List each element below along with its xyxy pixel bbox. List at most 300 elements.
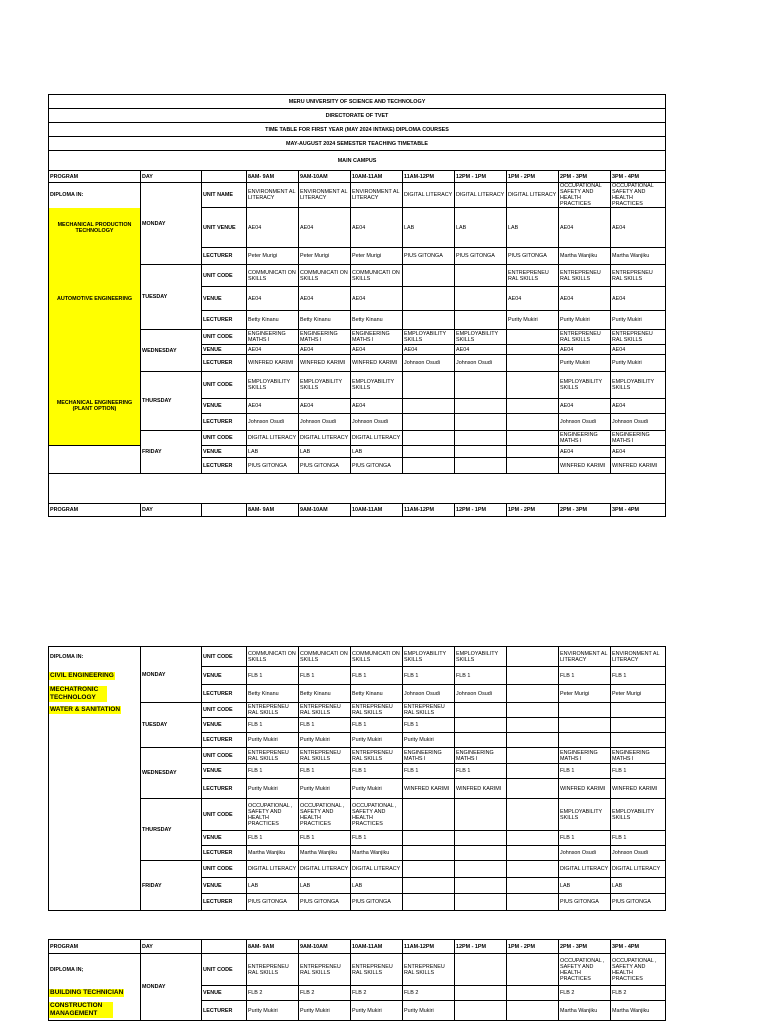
program-band bbox=[49, 414, 141, 431]
timetable-cell: PIUS GITONGA bbox=[351, 458, 403, 474]
slot-header: 8AM- 9AM bbox=[247, 504, 299, 517]
program-list bbox=[49, 685, 141, 703]
timetable-cell bbox=[507, 878, 559, 894]
timetable-cell: AE04 bbox=[299, 287, 351, 311]
timetable-cell bbox=[403, 846, 455, 861]
row-label: UNIT CODE bbox=[202, 799, 247, 831]
timetable-cell: Martha Wanjiku bbox=[611, 248, 666, 265]
timetable-cell: AE04 bbox=[559, 208, 611, 248]
timetable-cell: Betty Kinanu bbox=[247, 685, 299, 703]
diploma-title: DIPLOMA IN: bbox=[49, 183, 141, 208]
timetable-cell: OCCUPATIONAL , SAFETY AND HEALTH PRACTICES bbox=[351, 799, 403, 831]
slot-header: 9AM-10AM bbox=[299, 940, 351, 954]
timetable-cell: Betty Kinanu bbox=[299, 311, 351, 330]
timetable-cell bbox=[611, 733, 666, 748]
timetable-cell bbox=[455, 372, 507, 399]
timetable-cell: Johnson Osudi bbox=[611, 846, 666, 861]
timetable-cell: Purity Mukiri bbox=[559, 311, 611, 330]
program-name: CONSTRUCTION MANAGEMENT bbox=[49, 1002, 113, 1018]
timetable-cell bbox=[455, 861, 507, 878]
row-label: UNIT CODE bbox=[202, 703, 247, 718]
row-label: VENUE bbox=[202, 399, 247, 414]
timetable-cell bbox=[507, 846, 559, 861]
timetable-cell: ENTREPRENEU RAL SKILLS bbox=[247, 954, 299, 986]
timetable-cell: ENVIRONMENT AL LITERACY bbox=[299, 183, 351, 208]
timetable-cell: AE04 bbox=[299, 399, 351, 414]
timetable-cell: COMMUNICATI ON SKILLS bbox=[247, 647, 299, 667]
timetable-cell bbox=[507, 779, 559, 799]
program-name: BUILDING TECHNICIAN bbox=[50, 989, 124, 996]
timetable-cell bbox=[507, 718, 559, 733]
row-label: UNIT CODE bbox=[202, 748, 247, 764]
timetable-cell: ENTREPRENEU RAL SKILLS bbox=[611, 330, 666, 345]
timetable-cell: ENTREPRENEU RAL SKILLS bbox=[507, 265, 559, 287]
day-tuesday: TUESDAY bbox=[141, 703, 202, 748]
timetable-cell: EMPLOYABILITY SKILLS bbox=[559, 372, 611, 399]
timetable-cell: EMPLOYABILITY SKILLS bbox=[455, 647, 507, 667]
slot-header: 12PM - 1PM bbox=[455, 940, 507, 954]
timetable-cell: AE04 bbox=[351, 345, 403, 355]
program-band bbox=[49, 846, 141, 861]
timetable-cell: FLB 1 bbox=[455, 764, 507, 779]
timetable-cell bbox=[403, 414, 455, 431]
program-band bbox=[49, 431, 141, 446]
timetable-cell: Purity Mukiri bbox=[351, 733, 403, 748]
slot-header: 9AM-10AM bbox=[299, 171, 351, 183]
timetable-cell: Johnson Osudi bbox=[299, 414, 351, 431]
slot-header: 2PM - 3PM bbox=[559, 171, 611, 183]
timetable-cell: AE04 bbox=[299, 208, 351, 248]
timetable-cell bbox=[455, 399, 507, 414]
day-tuesday: TUESDAY bbox=[141, 265, 202, 330]
timetable-cell: FLB 1 bbox=[559, 667, 611, 685]
row-label: VENUE bbox=[202, 878, 247, 894]
timetable-cell: LAB bbox=[455, 208, 507, 248]
timetable-cell bbox=[507, 345, 559, 355]
timetable-cell: ENTREPRENEU RAL SKILLS bbox=[351, 748, 403, 764]
slot-header: 8AM- 9AM bbox=[247, 940, 299, 954]
timetable-cell: AE04 bbox=[247, 399, 299, 414]
timetable-cell: FLB 1 bbox=[611, 831, 666, 846]
timetable-cell bbox=[455, 799, 507, 831]
timetable-cell: FLB 1 bbox=[611, 764, 666, 779]
timetable-cell bbox=[507, 667, 559, 685]
timetable-cell: FLB 2 bbox=[403, 986, 455, 1001]
timetable-cell: AE04 bbox=[559, 287, 611, 311]
timetable-cell: ENVIRONMENT AL LITERACY bbox=[351, 183, 403, 208]
timetable-cell bbox=[507, 831, 559, 846]
program-name: WATER & SANITATION bbox=[50, 706, 121, 713]
timetable-cell: Betty Kinanu bbox=[299, 685, 351, 703]
timetable-cell: FLB 1 bbox=[299, 667, 351, 685]
timetable-cell: AE04 bbox=[611, 399, 666, 414]
timetable-cell bbox=[455, 287, 507, 311]
program-band bbox=[49, 718, 141, 733]
row-label: UNIT CODE bbox=[202, 330, 247, 345]
slot-header: 1PM - 2PM bbox=[507, 504, 559, 517]
timetable-cell: Martha Wanjiku bbox=[559, 1001, 611, 1021]
timetable-cell: AE04 bbox=[351, 208, 403, 248]
timetable-cell: Johnson Osudi bbox=[611, 414, 666, 431]
timetable-cell: FLB 1 bbox=[403, 764, 455, 779]
timetable-cell bbox=[455, 458, 507, 474]
timetable-cell: Purity Mukiri bbox=[247, 733, 299, 748]
program-name: MECHANICAL PRODUCTION TECHNOLOGY bbox=[49, 208, 141, 248]
row-label: VENUE bbox=[202, 287, 247, 311]
timetable-cell: ENVIRONMENT AL LITERACY bbox=[247, 183, 299, 208]
timetable-cell: PIUS GITONGA bbox=[455, 248, 507, 265]
row-label: UNIT CODE bbox=[202, 861, 247, 878]
timetable-cell: FLB 1 bbox=[299, 764, 351, 779]
slot-header: 10AM-11AM bbox=[351, 171, 403, 183]
timetable-cell: AE04 bbox=[455, 345, 507, 355]
university-title: MERU UNIVERSITY OF SCIENCE AND TECHNOLOGY bbox=[49, 95, 666, 109]
timetable-cell: FLB 1 bbox=[611, 667, 666, 685]
row-label: LECTURER bbox=[202, 355, 247, 372]
timetable-cell: AE04 bbox=[611, 287, 666, 311]
timetable-cell: Purity Mukiri bbox=[611, 355, 666, 372]
timetable-cell: FLB 1 bbox=[351, 831, 403, 846]
timetable-cell: AE04 bbox=[299, 345, 351, 355]
timetable-cell bbox=[455, 265, 507, 287]
day-header: DAY bbox=[141, 940, 202, 954]
semester-title: MAY-AUGUST 2024 SEMESTER TEACHING TIMETABLE bbox=[49, 137, 666, 151]
timetable-cell: EMPLOYABILITY SKILLS bbox=[455, 330, 507, 345]
day-friday: FRIDAY bbox=[141, 861, 202, 911]
timetable-cell: ENTREPRENEU RAL SKILLS bbox=[247, 748, 299, 764]
program-header: PROGRAM bbox=[49, 504, 141, 517]
timetable-cell: Johnson Osudi bbox=[403, 355, 455, 372]
timetable-cell bbox=[507, 954, 559, 986]
timetable-cell bbox=[403, 799, 455, 831]
slot-header: 10AM-11AM bbox=[351, 940, 403, 954]
slot-header: 2PM - 3PM bbox=[559, 940, 611, 954]
slot-header: 3PM - 4PM bbox=[611, 171, 666, 183]
timetable-cell: AE04 bbox=[351, 399, 403, 414]
timetable-cell: ENGINEERING MATHS I bbox=[351, 330, 403, 345]
timetable-cell: FLB 1 bbox=[351, 667, 403, 685]
row-label: UNIT CODE bbox=[202, 647, 247, 667]
timetable-cell: EMPLOYABILITY SKILLS bbox=[611, 799, 666, 831]
row-label: LECTURER bbox=[202, 685, 247, 703]
timetable-cell: FLB 1 bbox=[299, 831, 351, 846]
timetable-cell bbox=[559, 733, 611, 748]
timetable-cell: Betty Kinanu bbox=[351, 685, 403, 703]
timetable-cell: LAB bbox=[247, 878, 299, 894]
program-list bbox=[49, 667, 141, 685]
timetable-cell: FLB 1 bbox=[455, 667, 507, 685]
timetable-cell: ENGINEERING MATHS I bbox=[455, 748, 507, 764]
timetable-cell: OCCUPATIONAL SAFETY AND HEALTH PRACTICES bbox=[559, 183, 611, 208]
timetable-cell bbox=[455, 311, 507, 330]
timetable-cell: AE04 bbox=[247, 287, 299, 311]
timetable-cell bbox=[403, 431, 455, 446]
timetable-cell: DIGITAL LITERACY bbox=[351, 861, 403, 878]
timetable-cell: OCCUPATIONAL , SAFETY AND HEALTH PRACTICES bbox=[299, 799, 351, 831]
timetable-cell: FLB 1 bbox=[247, 667, 299, 685]
timetable-cell: FLB 2 bbox=[611, 986, 666, 1001]
timetable-cell: ENTREPRENEU RAL SKILLS bbox=[403, 703, 455, 718]
timetable-cell: ENTREPRENEU RAL SKILLS bbox=[403, 954, 455, 986]
diploma-title: DIPLOMA IN: bbox=[49, 647, 141, 667]
program-band bbox=[49, 446, 141, 458]
timetable-cell bbox=[403, 878, 455, 894]
program-header: PROGRAM bbox=[49, 940, 141, 954]
timetable-cell: FLB 2 bbox=[351, 986, 403, 1001]
program-band bbox=[49, 330, 141, 345]
timetable-cell: OCCUPATIONAL , SAFETY AND HEALTH PRACTICES bbox=[247, 799, 299, 831]
timetable-cell: Martha Wanjiku bbox=[299, 846, 351, 861]
timetable-cell: WINFRED KARIMI bbox=[403, 779, 455, 799]
timetable-cell: ENTREPRENEU RAL SKILLS bbox=[351, 954, 403, 986]
timetable-cell: FLB 1 bbox=[299, 718, 351, 733]
campus-title: MAIN CAMPUS bbox=[49, 151, 666, 171]
timetable-cell: DIGITAL LITERACY bbox=[247, 431, 299, 446]
timetable-cell bbox=[507, 799, 559, 831]
timetable-cell: COMMUNICATI ON SKILLS bbox=[351, 265, 403, 287]
timetable-cell bbox=[403, 894, 455, 911]
timetable-cell: Purity Mukiri bbox=[351, 1001, 403, 1021]
timetable-cell: Johnson Osudi bbox=[559, 846, 611, 861]
timetable-cell: ENGINEERING MATHS I bbox=[611, 431, 666, 446]
program-name: CIVIL ENGINEERING bbox=[50, 671, 114, 679]
timetable-cell bbox=[507, 861, 559, 878]
row-label: UNIT CODE bbox=[202, 372, 247, 399]
timetable-cell bbox=[403, 831, 455, 846]
timetable-cell bbox=[455, 954, 507, 986]
timetable-cell: DIGITAL LITERACY bbox=[351, 431, 403, 446]
day-header: DAY bbox=[141, 504, 202, 517]
timetable-cell: Purity Mukiri bbox=[507, 311, 559, 330]
row-label: LECTURER bbox=[202, 779, 247, 799]
slot-header: 8AM- 9AM bbox=[247, 171, 299, 183]
timetable-cell: Johnson Osudi bbox=[351, 414, 403, 431]
timetable-cell: WINFRED KARIMI bbox=[611, 458, 666, 474]
timetable-cell: FLB 1 bbox=[559, 764, 611, 779]
timetable-cell: Johnson Osudi bbox=[455, 685, 507, 703]
timetable-cell bbox=[559, 703, 611, 718]
timetable-cell: WINFRED KARIMI bbox=[559, 779, 611, 799]
timetable-cell bbox=[403, 861, 455, 878]
row-label: LECTURER bbox=[202, 311, 247, 330]
blank-header bbox=[202, 504, 247, 517]
timetable-cell bbox=[507, 414, 559, 431]
timetable-cell: AE04 bbox=[611, 446, 666, 458]
timetable-cell: Martha Wanjiku bbox=[247, 846, 299, 861]
timetable-cell: ENVIRONMENT AL LITERACY bbox=[611, 647, 666, 667]
row-label: LECTURER bbox=[202, 894, 247, 911]
timetable-cell bbox=[611, 718, 666, 733]
timetable-cell: ENGINEERING MATHS I bbox=[299, 330, 351, 345]
program-band bbox=[49, 265, 141, 287]
day-thursday: THURSDAY bbox=[141, 799, 202, 861]
timetable-cell bbox=[507, 986, 559, 1001]
timetable-cell: ENGINEERING MATHS I bbox=[559, 748, 611, 764]
timetable-main-campus bbox=[48, 94, 666, 517]
timetable-cell: DIGITAL LITERACY bbox=[247, 861, 299, 878]
directorate-title: DIRECTORATE OF TVET bbox=[49, 109, 666, 123]
timetable-cell bbox=[403, 458, 455, 474]
timetable-cell: LAB bbox=[299, 878, 351, 894]
timetable-cell: Johnson Osudi bbox=[455, 355, 507, 372]
program-band bbox=[49, 248, 141, 265]
program-name: MECHANICAL ENGINEERING (PLANT OPTION) bbox=[49, 399, 141, 414]
timetable-cell bbox=[507, 1001, 559, 1021]
timetable-cell bbox=[507, 330, 559, 345]
slot-header: 2PM - 3PM bbox=[559, 504, 611, 517]
timetable-cell: LAB bbox=[507, 208, 559, 248]
timetable-cell: PIUS GITONGA bbox=[299, 458, 351, 474]
timetable-cell: Purity Mukiri bbox=[247, 1001, 299, 1021]
timetable-cell bbox=[455, 878, 507, 894]
timetable-cell: COMMUNICATI ON SKILLS bbox=[299, 265, 351, 287]
timetable-cell: AE04 bbox=[559, 345, 611, 355]
timetable-cell: ENTREPRENEU RAL SKILLS bbox=[559, 330, 611, 345]
slot-header: 1PM - 2PM bbox=[507, 171, 559, 183]
timetable-cell: ENTREPRENEU RAL SKILLS bbox=[299, 954, 351, 986]
spacer-row bbox=[49, 474, 666, 504]
timetable-cell: Purity Mukiri bbox=[299, 1001, 351, 1021]
timetable-cell: FLB 2 bbox=[299, 986, 351, 1001]
timetable-cell: Peter Murigi bbox=[247, 248, 299, 265]
timetable-cell: LAB bbox=[351, 446, 403, 458]
timetable-cell: LAB bbox=[611, 878, 666, 894]
program-band bbox=[49, 779, 141, 799]
day-monday: MONDAY bbox=[141, 954, 202, 1021]
program-list bbox=[49, 986, 141, 1001]
timetable-cell: COMMUNICATI ON SKILLS bbox=[247, 265, 299, 287]
timetable-cell bbox=[403, 446, 455, 458]
timetable-cell bbox=[455, 1001, 507, 1021]
timetable-cell: AE04 bbox=[507, 287, 559, 311]
program-band bbox=[49, 894, 141, 911]
timetable-cell: AE04 bbox=[247, 208, 299, 248]
timetable-cell: COMMUNICATI ON SKILLS bbox=[351, 647, 403, 667]
timetable-cell: FLB 1 bbox=[247, 831, 299, 846]
timetable-cell: EMPLOYABILITY SKILLS bbox=[559, 799, 611, 831]
timetable-cell: Purity Mukiri bbox=[299, 733, 351, 748]
row-label: LECTURER bbox=[202, 248, 247, 265]
timetable-cell: EMPLOYABILITY SKILLS bbox=[403, 330, 455, 345]
timetable-cell: WINFRED KARIMI bbox=[455, 779, 507, 799]
timetable-cell bbox=[403, 311, 455, 330]
timetable-cell: LAB bbox=[299, 446, 351, 458]
program-band bbox=[49, 861, 141, 878]
timetable-cell bbox=[507, 446, 559, 458]
timetable-cell: Purity Mukiri bbox=[299, 779, 351, 799]
timetable-cell bbox=[507, 894, 559, 911]
timetable-cell: Betty Kinanu bbox=[351, 311, 403, 330]
timetable-cell: DIGITAL LITERACY bbox=[611, 861, 666, 878]
timetable-cell: ENVIRONMENT AL LITERACY bbox=[559, 647, 611, 667]
timetable-cell bbox=[455, 733, 507, 748]
timetable-cell: ENGINEERING MATHS I bbox=[403, 748, 455, 764]
program-band bbox=[49, 458, 141, 474]
row-label: LECTURER bbox=[202, 846, 247, 861]
timetable-cell bbox=[455, 846, 507, 861]
timetable-cell bbox=[507, 733, 559, 748]
blank-header bbox=[202, 940, 247, 954]
timetable-cell: Purity Mukiri bbox=[611, 311, 666, 330]
timetable-cell: ENTREPRENEU RAL SKILLS bbox=[559, 265, 611, 287]
timetable-cell: Purity Mukiri bbox=[403, 1001, 455, 1021]
day-monday: MONDAY bbox=[141, 647, 202, 703]
timetable-cell: FLB 1 bbox=[559, 831, 611, 846]
timetable-cell: WINFRED KARIMI bbox=[247, 355, 299, 372]
program-band bbox=[49, 878, 141, 894]
timetable-title: TIME TABLE FOR FIRST YEAR (MAY 2024 INTAKE) DIPLOMA COURSES bbox=[49, 123, 666, 137]
timetable-cell: FLB 2 bbox=[247, 986, 299, 1001]
timetable-cell: EMPLOYABILITY SKILLS bbox=[351, 372, 403, 399]
timetable-cell: FLB 1 bbox=[351, 764, 403, 779]
diploma-title: DIPLOMA IN; bbox=[49, 954, 141, 986]
program-list bbox=[49, 703, 141, 718]
timetable-cell: DIGITAL LITERACY bbox=[299, 861, 351, 878]
timetable-cell: FLB 1 bbox=[403, 718, 455, 733]
program-band bbox=[49, 831, 141, 846]
timetable-cell bbox=[507, 431, 559, 446]
slot-header: 10AM-11AM bbox=[351, 504, 403, 517]
timetable-cell: ENTREPRENEU RAL SKILLS bbox=[299, 703, 351, 718]
row-label: UNIT CODE bbox=[202, 431, 247, 446]
timetable-cell: Peter Murigi bbox=[559, 685, 611, 703]
timetable-cell: FLB 1 bbox=[403, 667, 455, 685]
timetable-cell: Purity Mukiri bbox=[559, 355, 611, 372]
row-label: VENUE bbox=[202, 345, 247, 355]
timetable-cell: PIUS GITONGA bbox=[507, 248, 559, 265]
timetable-cell: Purity Mukiri bbox=[351, 779, 403, 799]
timetable-civil-mechatronic-water bbox=[48, 646, 666, 911]
timetable-cell bbox=[507, 355, 559, 372]
timetable-cell: FLB 2 bbox=[559, 986, 611, 1001]
row-label: VENUE bbox=[202, 764, 247, 779]
timetable-cell bbox=[455, 446, 507, 458]
row-label: UNIT CODE bbox=[202, 265, 247, 287]
slot-header: 11AM-12PM bbox=[403, 504, 455, 517]
timetable-cell: LAB bbox=[559, 878, 611, 894]
program-header: PROGRAM bbox=[49, 171, 141, 183]
timetable-cell: Johnson Osudi bbox=[403, 685, 455, 703]
program-band bbox=[49, 748, 141, 764]
timetable-cell: PIUS GITONGA bbox=[403, 248, 455, 265]
timetable-cell: ENTREPRENEU RAL SKILLS bbox=[299, 748, 351, 764]
timetable-cell: AE04 bbox=[247, 345, 299, 355]
timetable-cell: DIGITAL LITERACY bbox=[403, 183, 455, 208]
row-label: VENUE bbox=[202, 667, 247, 685]
timetable-cell bbox=[455, 703, 507, 718]
timetable-cell: ENTREPRENEU RAL SKILLS bbox=[611, 265, 666, 287]
program-band bbox=[49, 355, 141, 372]
timetable-cell: Peter Murigi bbox=[299, 248, 351, 265]
row-label: LECTURER bbox=[202, 458, 247, 474]
timetable-cell: PIUS GITONGA bbox=[351, 894, 403, 911]
row-label: LECTURER bbox=[202, 733, 247, 748]
timetable-cell bbox=[455, 431, 507, 446]
timetable-cell: ENGINEERING MATHS I bbox=[611, 748, 666, 764]
timetable-cell: LAB bbox=[403, 208, 455, 248]
day-thursday: THURSDAY bbox=[141, 372, 202, 431]
timetable-cell: AE04 bbox=[559, 399, 611, 414]
day-wednesday: WEDNESDAY bbox=[141, 748, 202, 799]
timetable-cell: WINFRED KARIMI bbox=[351, 355, 403, 372]
timetable-cell: PIUS GITONGA bbox=[299, 894, 351, 911]
timetable-cell: Johnson Osudi bbox=[559, 414, 611, 431]
column-header-row bbox=[49, 504, 666, 517]
timetable-cell: PIUS GITONGA bbox=[611, 894, 666, 911]
program-band bbox=[49, 799, 141, 831]
row-label: LECTURER bbox=[202, 1001, 247, 1021]
timetable-cell: PIUS GITONGA bbox=[247, 894, 299, 911]
